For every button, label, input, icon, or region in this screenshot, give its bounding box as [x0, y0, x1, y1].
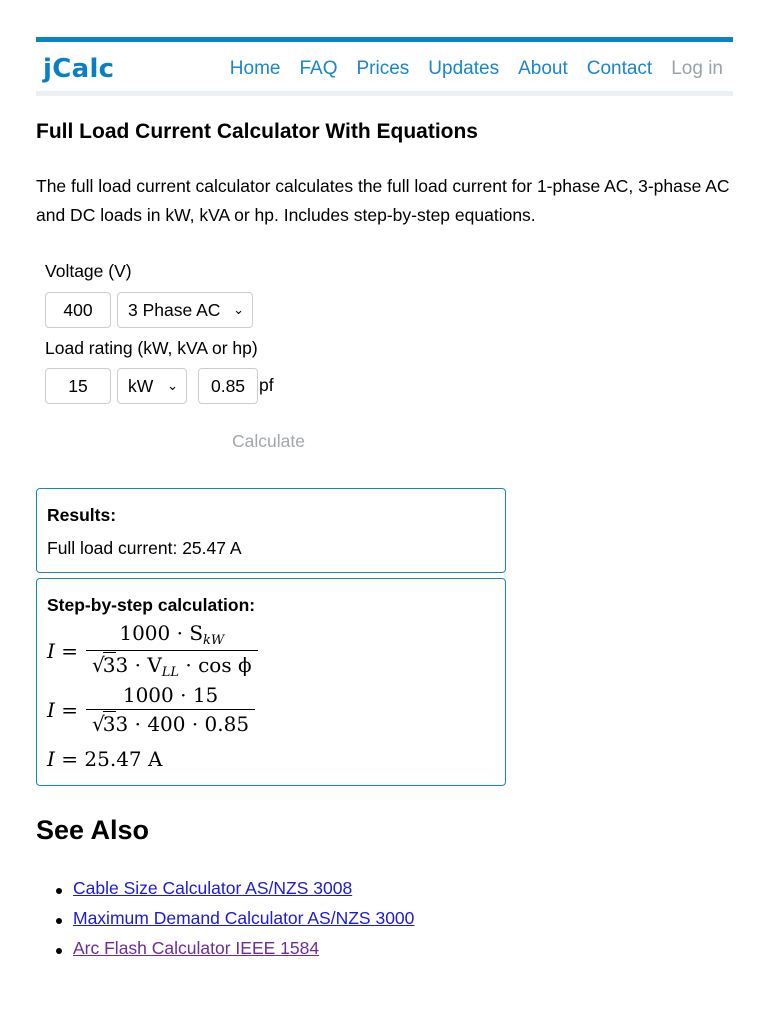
power-factor-input[interactable]: 0.85 [198, 368, 258, 404]
chevron-down-icon: ⌄ [167, 378, 178, 393]
load-unit-value: kW [128, 376, 154, 396]
see-also-heading: See Also [36, 815, 150, 845]
eq1-numerator: $1000 \cdot S_{kW}$ [119, 621, 225, 648]
eq-result-value: 25.47 A [84, 747, 163, 771]
full-load-current-result: Full load current: 25.47 A [47, 538, 242, 558]
nav-contact[interactable]: Contact [586, 58, 653, 79]
steps-title: Step-by-step calculation: [47, 595, 256, 615]
nav-prices[interactable]: Prices [356, 58, 410, 79]
phase-select[interactable] [117, 292, 253, 328]
equation-result: I = 25.47 A [47, 747, 163, 771]
link-arc-flash-calculator[interactable]: Arc Flash Calculator IEEE 1584 [73, 938, 320, 958]
eq1-denominator: $√33 \cdot V_{LL} \cdot \cos \phi$ [86, 650, 258, 680]
site-logo[interactable]: jCalc [43, 54, 115, 84]
list-item [73, 908, 414, 938]
chevron-down-icon: ⌄ [233, 302, 244, 317]
voltage-label: Voltage (V) [45, 261, 132, 281]
list-item [73, 938, 414, 968]
results-box [36, 488, 506, 573]
eq2-fraction [86, 683, 255, 736]
eq2-denominator: √33 · 400 · 0.85 [86, 709, 255, 736]
link-cable-size-calculator[interactable]: Cable Size Calculator AS/NZS 3008 [73, 878, 353, 898]
equation-substituted: I = $\frac{1000 \cdot 15}{√33 \cdot 400 \cdot 0.85}$ [47, 683, 255, 736]
eq-current-symbol: I [47, 638, 55, 663]
results-title: Results: [47, 505, 117, 525]
load-label: Load rating (kW, kVA or hp) [45, 338, 258, 358]
phase-select-value: 3 Phase AC [128, 300, 221, 320]
calculate-button[interactable]: Calculate [232, 431, 305, 451]
eq1-fraction [86, 621, 258, 680]
nav-updates[interactable]: Updates [428, 58, 500, 79]
nav-about[interactable]: About [518, 58, 568, 79]
list-item [73, 878, 414, 908]
link-maximum-demand-calculator[interactable]: Maximum Demand Calculator AS/NZS 3000 [73, 908, 415, 928]
load-unit-select[interactable] [117, 368, 187, 404]
steps-box [36, 578, 506, 786]
voltage-input[interactable]: 400 [45, 292, 111, 328]
eq2-numerator: 1000 · 15 [122, 683, 219, 707]
eq-current-symbol: I [47, 747, 55, 771]
see-also-list [73, 878, 414, 968]
load-input[interactable]: 15 [45, 368, 111, 404]
nav-faq[interactable]: FAQ [299, 58, 338, 79]
eq-current-symbol: I [47, 697, 55, 722]
nav-home[interactable]: Home [229, 58, 281, 79]
page-title: Full Load Current Calculator With Equations [36, 120, 478, 143]
page-intro: The full load current calculator calculates the full load current for 1-phase AC, 3-phase AC and DC loads in kW, kVA or hp. Includes step-by-step equations. [36, 176, 730, 225]
equation-formula: I = $\frac{1000 \cdot S_{kW}}{√33 \cdot V_{LL} \cdot \cos \phi}$ [47, 621, 258, 680]
nav-login[interactable]: Log in [671, 58, 723, 79]
main-nav [211, 58, 723, 80]
site-header [36, 42, 733, 96]
pf-unit-label: pf [259, 375, 274, 395]
